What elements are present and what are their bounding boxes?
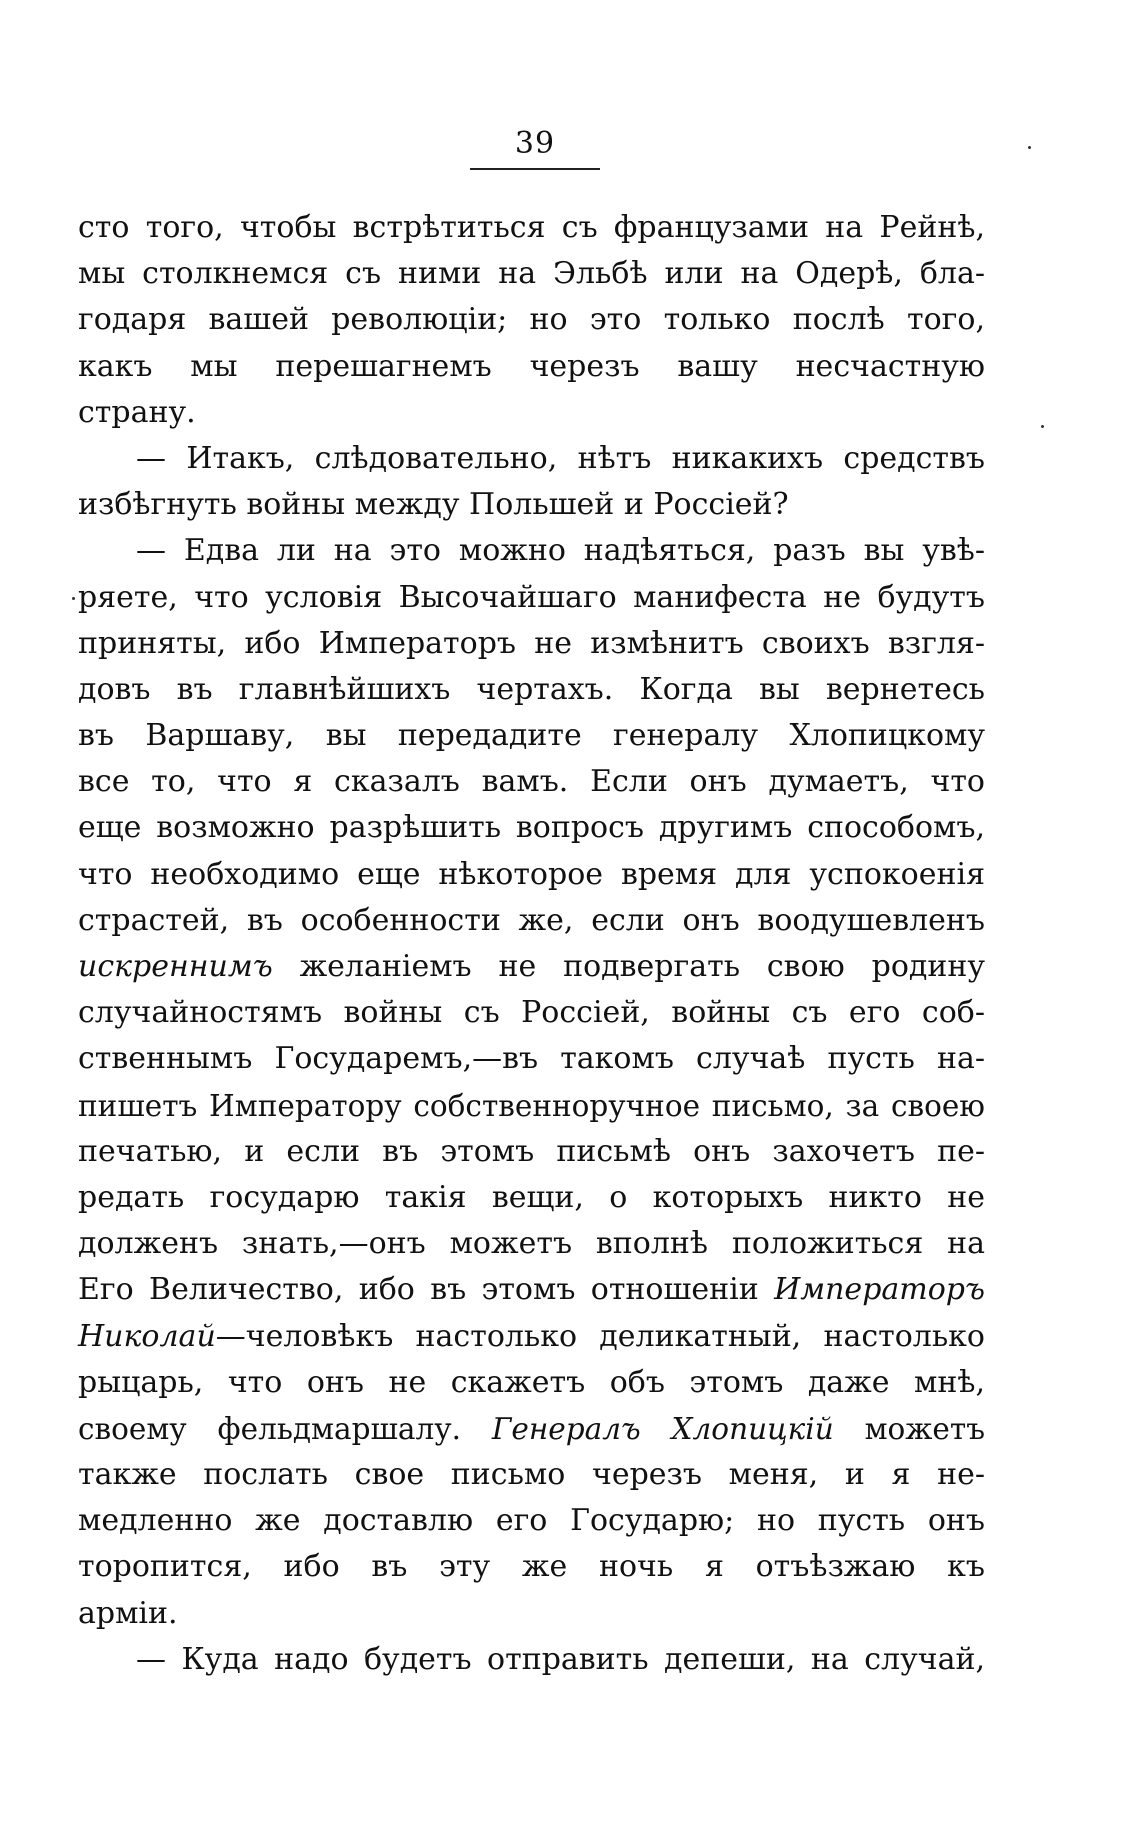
scan-speck	[1028, 146, 1031, 149]
text-line: довъ въ главнѣйшихъ чертахъ. Когда вы вернетесь	[78, 671, 985, 707]
text-line: все то, что я сказалъ вамъ. Если онъ думаетъ, что	[78, 764, 985, 800]
text-line: страстей, въ особенности же, если онъ воодушевленъ	[78, 902, 985, 938]
text-line: торопится, ибо въ эту же ночь я отъѣзжаю къ	[78, 1549, 985, 1585]
text-line: какъ мы перешагнемъ черезъ вашу несчастную	[78, 348, 985, 384]
text-line: избѣгнуть войны между Польшей и Россіей?	[78, 487, 789, 523]
text-line: долженъ знать,—онъ можетъ вполнѣ положиться на	[78, 1226, 985, 1262]
text-line: медленно же доставлю его Государю; но пусть онъ	[78, 1503, 985, 1539]
text-line: въ Варшаву, вы передадите генералу Хлопицкому	[78, 718, 985, 754]
scan-speck	[72, 597, 75, 600]
italic-text: Николай	[78, 1318, 216, 1354]
text-line: пишетъ Императору собственноручное письмо, за своею	[78, 1088, 985, 1123]
italic-text: Императоръ	[774, 1272, 985, 1308]
text-line: мы столкнемся съ ними на Эльбѣ или на Одерѣ, бла-	[78, 256, 985, 292]
text-line: искреннимъ желаніемъ не подвергать свою родину	[78, 949, 985, 984]
text-line: случайностямъ войны съ Россіей, войны съ его соб-	[78, 995, 985, 1031]
text-line: ряете, что условія Высочайшаго манифеста не будутъ	[78, 579, 985, 615]
italic-text: искреннимъ	[78, 949, 273, 984]
header-rule	[470, 168, 600, 170]
text-line: сто того, чтобы встрѣтиться съ французами на Рейнѣ,	[78, 210, 985, 245]
text-line: рыцарь, что онъ не скажетъ объ этомъ даже мнѣ,	[78, 1364, 985, 1400]
scan-speck	[1041, 425, 1044, 428]
text-line: годаря вашей революціи; но это только послѣ того,	[78, 302, 985, 338]
text-line: Николай—человѣкъ настолько деликатный, настолько	[78, 1318, 985, 1354]
text-line: — Едва ли на это можно надѣяться, разъ вы увѣ-	[136, 533, 985, 569]
text-line: — Куда надо будетъ отправить депеши, на случай,	[136, 1641, 985, 1677]
italic-text: Генералъ Хлопицкій	[491, 1411, 834, 1446]
text-line: приняты, ибо Императоръ не измѣнитъ своихъ взгля-	[78, 625, 985, 661]
text-line: также послать свое письмо черезъ меня, и я не-	[78, 1457, 985, 1493]
text-line: еще возможно разрѣшить вопросъ другимъ способомъ,	[78, 810, 985, 846]
text-body	[78, 205, 985, 1683]
text-line: арміи.	[78, 1595, 178, 1631]
page-number: 39	[514, 126, 556, 161]
text-line: ственнымъ Государемъ,—въ такомъ случаѣ пусть на-	[78, 1041, 985, 1077]
text-line: — Итакъ, слѣдовательно, нѣтъ никакихъ средствъ	[136, 440, 985, 476]
text-line: Его Величество, ибо въ этомъ отношеніи Императоръ	[78, 1272, 985, 1308]
text-line: что необходимо еще нѣкоторое время для успокоенія	[78, 856, 985, 892]
text-line: печатью, и если въ этомъ письмѣ онъ захочетъ пе-	[78, 1133, 985, 1169]
text-line: редать государю такія вещи, о которыхъ никто не	[78, 1179, 985, 1215]
text-line: своему фельдмаршалу. Генералъ Хлопицкій можетъ	[78, 1411, 985, 1446]
text-line: страну.	[78, 394, 196, 430]
page-header	[465, 126, 605, 170]
